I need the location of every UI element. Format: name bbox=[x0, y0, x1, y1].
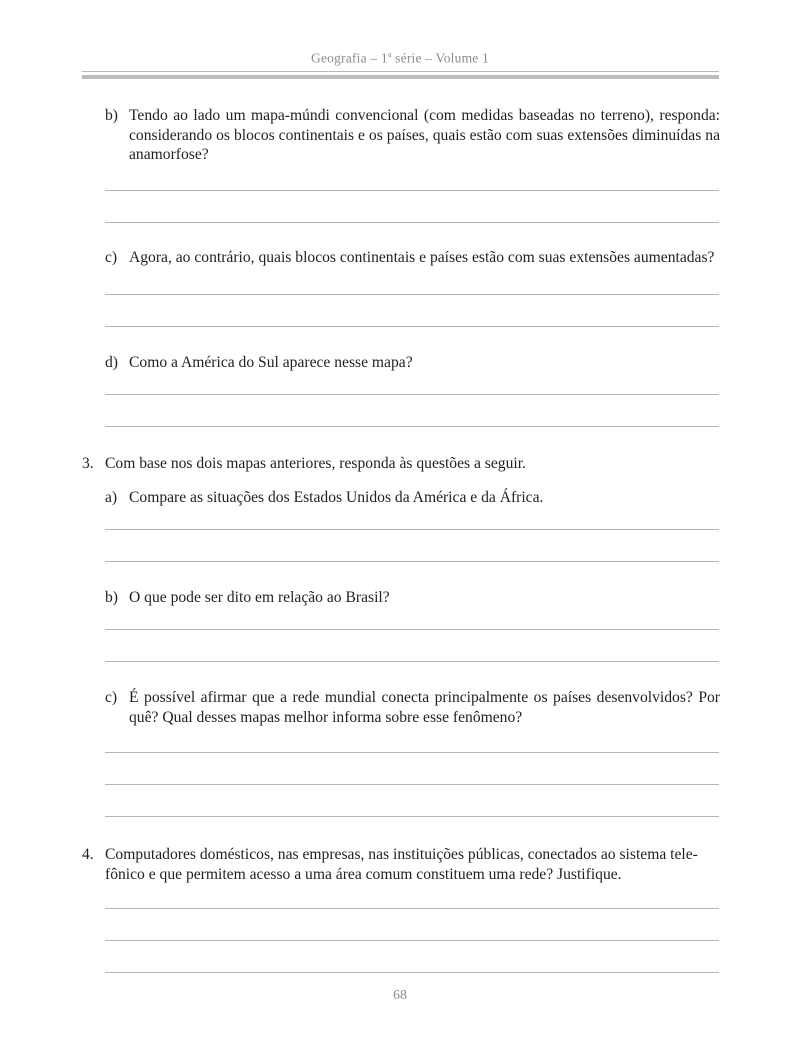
answer-line[interactable] bbox=[105, 222, 719, 223]
answer-line[interactable] bbox=[105, 629, 719, 630]
question-4-number: 4. bbox=[82, 846, 94, 863]
answer-line[interactable] bbox=[105, 294, 719, 295]
question-2d-text: Como a América do Sul aparece nesse mapa? bbox=[129, 354, 413, 371]
question-2b-letter: b) bbox=[105, 107, 118, 124]
answer-line[interactable] bbox=[105, 752, 719, 753]
answer-line[interactable] bbox=[105, 394, 719, 395]
question-3b-letter: b) bbox=[105, 589, 118, 606]
question-3b-text: O que pode ser dito em relação ao Brasil? bbox=[129, 589, 390, 606]
question-3c-text: É possível afirmar que a rede mundial conecta principalmente os países desenvolvidos? Por quê? Qual desses mapas melhor informa sobre esse fenômeno? bbox=[129, 689, 720, 726]
answer-line[interactable] bbox=[105, 972, 719, 973]
question-2d-letter: d) bbox=[105, 354, 118, 371]
answer-line[interactable] bbox=[105, 561, 719, 562]
answer-line[interactable] bbox=[105, 426, 719, 427]
question-2b-text: Tendo ao lado um mapa-múndi convencional (com medidas baseadas no terreno), responda: considerando os blocos continentais e os países, quais estão com suas extensões diminuídas na anamorfose? bbox=[129, 107, 720, 163]
header-prefix: Geografia – 1 bbox=[311, 50, 388, 66]
question-3a-letter: a) bbox=[105, 489, 118, 506]
question-3c-letter: c) bbox=[105, 689, 118, 706]
question-4-text-line2: fônico e que permitem acesso a uma área comum constituem uma rede? Justifique. bbox=[105, 865, 622, 883]
header-rule-thin bbox=[82, 71, 719, 72]
answer-line[interactable] bbox=[105, 661, 719, 662]
header-ordinal: a bbox=[387, 50, 392, 59]
header-rule-thick bbox=[82, 75, 719, 79]
answer-line[interactable] bbox=[105, 529, 719, 530]
answer-line[interactable] bbox=[105, 326, 719, 327]
answer-line[interactable] bbox=[105, 908, 719, 909]
question-4-text-line1: Computadores domésticos, nas empresas, nas instituições públicas, conectados ao sistema tele- bbox=[105, 846, 698, 863]
answer-line[interactable] bbox=[105, 784, 719, 785]
answer-line[interactable] bbox=[105, 816, 719, 817]
question-2c-letter: c) bbox=[105, 249, 118, 266]
question-3a-text: Compare as situações dos Estados Unidos da América e da África. bbox=[129, 489, 544, 506]
page-number: 68 bbox=[393, 988, 407, 1003]
running-header bbox=[0, 50, 800, 67]
question-2c-text: Agora, ao contrário, quais blocos continentais e países estão com suas extensões aumentadas? bbox=[129, 249, 715, 266]
header-suffix: série – Volume 1 bbox=[391, 50, 489, 66]
question-3-number: 3. bbox=[82, 455, 94, 472]
question-3-text: Com base nos dois mapas anteriores, responda às questões a seguir. bbox=[105, 455, 526, 472]
answer-line[interactable] bbox=[105, 190, 719, 191]
answer-line[interactable] bbox=[105, 940, 719, 941]
